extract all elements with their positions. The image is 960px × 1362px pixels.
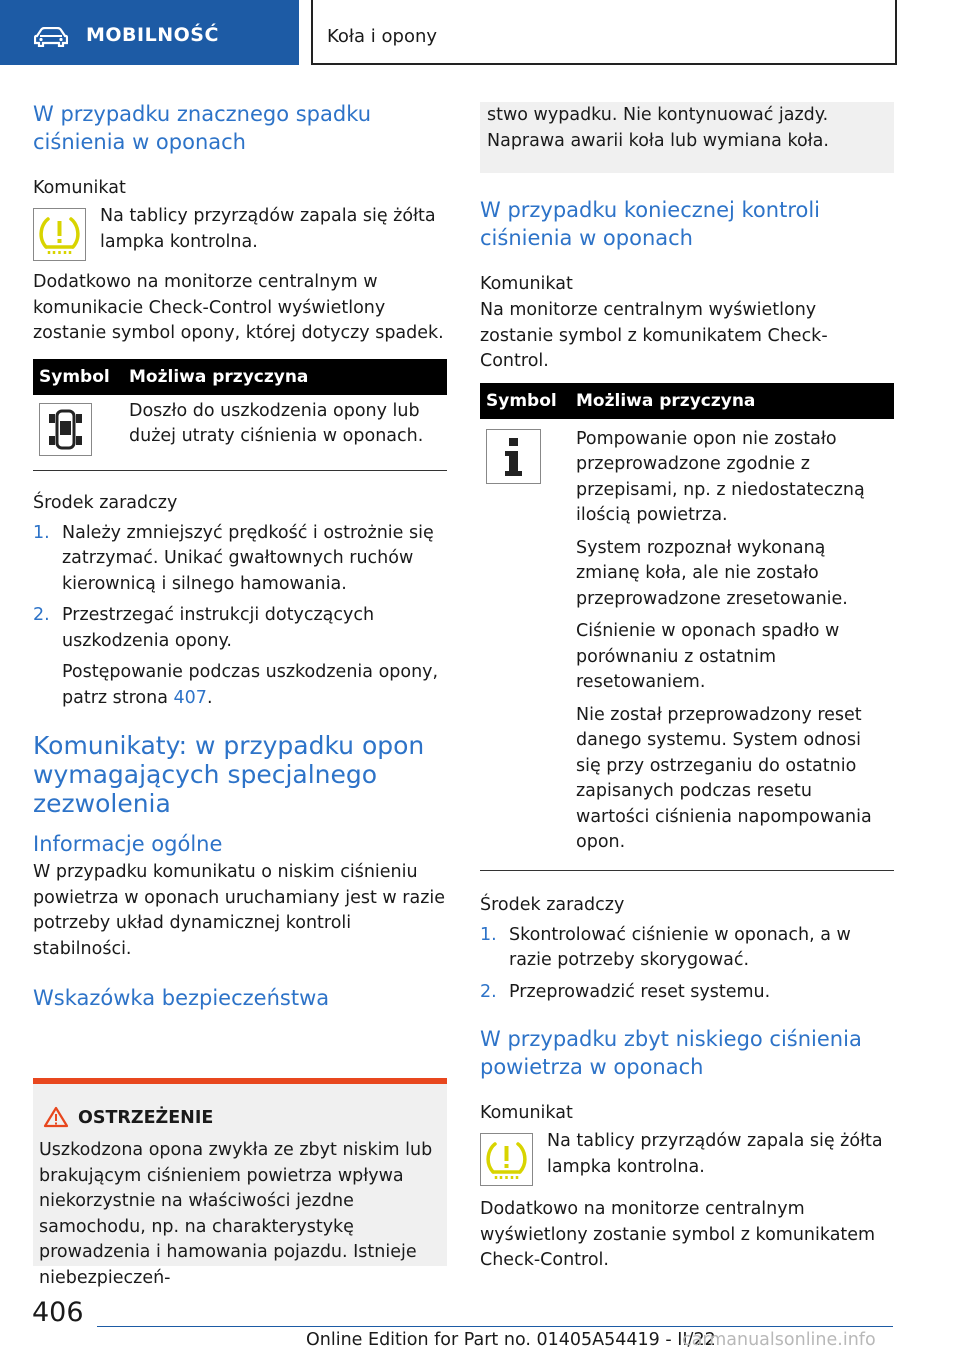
extra-text: Dodatkowo na monitorze centralnym w komunikacie Check-Control wyświetlony zostanie symbol opony, której dotyczy spadek. — [33, 272, 444, 343]
lamp-row — [480, 1129, 894, 1197]
col-symbol: Symbol — [486, 390, 557, 411]
page-link[interactable]: 407 — [173, 687, 207, 708]
heading-special-tyres: Komunikaty: w przypadku opon wymagających specjalnego zezwolenia — [33, 731, 425, 818]
left-column — [33, 100, 447, 1012]
reference-text: Postępowanie podczas uszkodzenia opony, patrz strona — [62, 662, 439, 708]
cause-text: Doszło do uszkodzenia opony lub dużej utraty ciśnienia w oponach. — [129, 400, 424, 446]
extra-text: Dodatkowo na monitorze centralnym wyświetlony zostanie symbol z komunikatem Check-Control. — [480, 1199, 876, 1270]
warning-text: Uszkodzona opona zwykła ze zbyt niskim lub brakującym ciśnieniem powietrza wpływa niekorzystnie na właściwości jezdne samochodu, np. na charakterystykę prowadzenia i hamowania pojazdu. Istnieje niebezpieczeń- — [39, 1140, 433, 1288]
list-item: 1. Skontrolować ciśnienie w oponach, a w razie potrzeby skorygować. — [480, 924, 851, 970]
heading-check-pressure: W przypadku koniecznej kontroli ciśnienia w oponach — [480, 198, 821, 250]
warning-triangle-icon — [43, 1106, 69, 1132]
list-item: 1. Należy zmniejszyć prędkość i ostrożnie się zatrzymać. Unikać gwałtownych ruchów kierownicą i silnego hamowania. — [33, 522, 434, 594]
remedy-label: Środek zaradczy — [480, 894, 625, 915]
remedy-steps — [480, 923, 894, 1006]
warning-box-continued — [480, 102, 894, 173]
warning-continued-text: stwo wypadku. Nie kontynuować jazdy. Naprawa awarii koła lub wymiana koła. — [487, 105, 829, 151]
subsection-title: Koła i opony — [327, 26, 438, 47]
symbol-table-check — [480, 383, 894, 871]
tire-damage-icon — [39, 403, 92, 456]
heading-general: Informacje ogólne — [33, 832, 223, 856]
page-number: 406 — [32, 1297, 84, 1328]
car-icon — [34, 27, 68, 47]
col-cause: Możliwa przyczyna — [129, 366, 309, 387]
section-tab — [0, 0, 299, 65]
check-text: Na monitorze centralnym wyświetlony zostanie symbol z komunikatem Check-Control. — [480, 300, 828, 371]
tire-pressure-warning-icon — [33, 208, 86, 261]
watermark: carmanualsonline.info — [682, 1330, 876, 1350]
heading-significant-drop: W przypadku znacznego spadku ciśnienia w oponach — [33, 102, 372, 154]
footer-rule — [97, 1326, 893, 1327]
cause-text: Ciśnienie w oponach spadło w porównaniu z ostatnim resetowaniem. — [576, 621, 840, 692]
list-item: 2. Przeprowadzić reset systemu. — [480, 981, 771, 1002]
heading-low-pressure: W przypadku zbyt niskiego ciśnienia powietrza w oponach — [480, 1027, 862, 1079]
tire-pressure-warning-icon — [480, 1133, 533, 1186]
list-item: 2. Przestrzegać instrukcji dotyczących uszkodzenia opony. Postępowanie podczas uszkodzenia opony, patrz strona 407. — [33, 605, 439, 708]
remedy-label: Środek zaradczy — [33, 492, 178, 513]
section-title: MOBILNOŚĆ — [86, 24, 219, 46]
right-column — [480, 196, 894, 1274]
subsection-header — [311, 0, 897, 65]
message-label: Komunikat — [480, 274, 573, 294]
warning-box — [33, 1078, 447, 1288]
edition-text: Online Edition for Part no. 01405A54419 - II/22 — [306, 1330, 716, 1350]
warning-title: OSTRZEŻENIE — [78, 1108, 214, 1128]
col-cause: Możliwa przyczyna — [576, 390, 756, 411]
message-label: Komunikat — [480, 1103, 573, 1123]
cause-text: Nie został przeprowadzony reset danego systemu. System odnosi się przy ostrzeganiu do ostatnio zapisanych podczas resetu wartości ciśnienia napompowania opon. — [576, 704, 872, 852]
info-icon — [486, 429, 541, 484]
cause-text: System rozpoznał wykonaną zmianę koła, ale nie zostało przeprowadzone zresetowanie. — [576, 537, 848, 609]
cause-text: Pompowanie opon nie zostało przeprowadzone zgodnie z przepisami, np. z niedostateczną ilością powietrza. — [576, 428, 865, 525]
lamp-text: Na tablicy przyrządów zapala się żółta lampka kontrolna. — [547, 1131, 883, 1177]
col-symbol: Symbol — [39, 366, 110, 387]
warning-bar — [33, 1078, 447, 1084]
message-label: Komunikat — [33, 178, 126, 198]
heading-safety: Wskazówka bezpieczeństwa — [33, 986, 330, 1010]
remedy-steps — [33, 521, 447, 712]
general-text: W przypadku komunikatu o niskim ciśnieniu powietrza w oponach uruchamiany jest w razie potrzeby układ dynamicznej kontroli stabilności. — [33, 862, 446, 959]
lamp-text: Na tablicy przyrządów zapala się żółta lampka kontrolna. — [100, 206, 436, 252]
lamp-row — [33, 204, 447, 270]
symbol-table — [33, 359, 447, 471]
